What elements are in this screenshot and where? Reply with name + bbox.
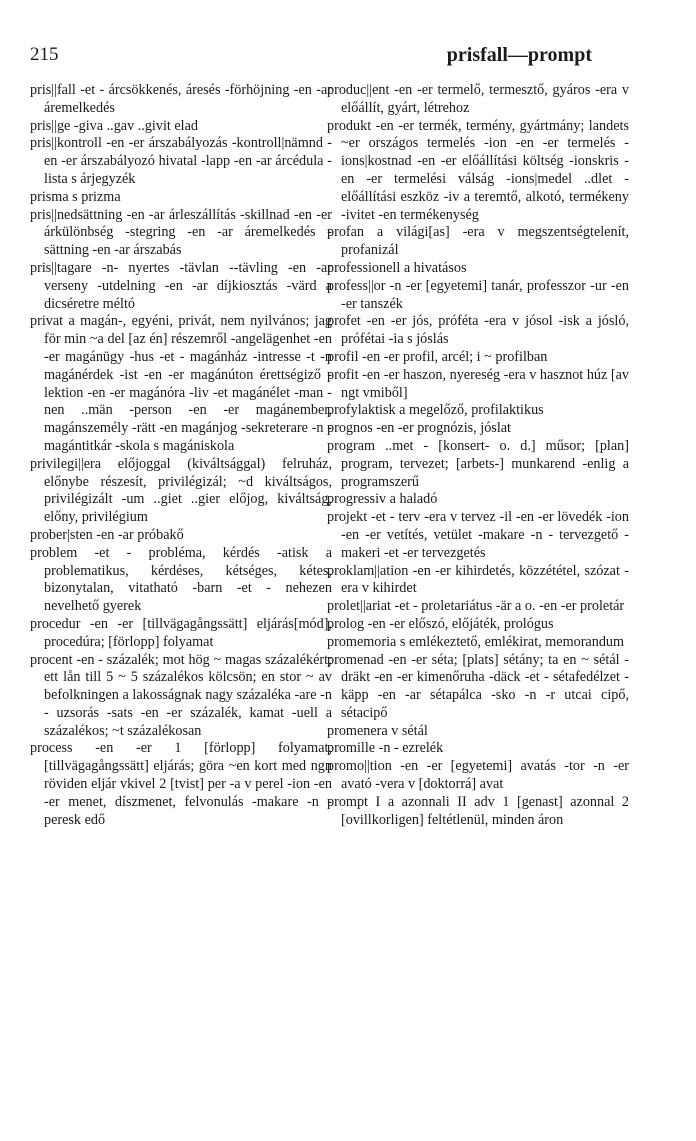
dictionary-entry: pris||tagare -n- nyertes -tävlan --tävling -en -ar verseny -utdelning -en -ar díjkiosztás -värd a dicséretre méltó [30,259,332,312]
dictionary-entry: prisma s prizma [30,188,121,205]
dictionary-entry: pris||nedsättning -en -ar árleszállítás -skillnad -en -er árkülönbség -stegring -en -ar áremelkedés -sättning -en -ar árszabás [30,206,332,259]
dictionary-entry: promenera v sétál [327,722,428,739]
dictionary-entry: pris||fall -et - árcsökkenés, áresés -förhöjning -en -ar áremelkedés [30,82,332,116]
dictionary-entry: profil -en -er profil, arcél; i ~ profilban [327,348,548,365]
dictionary-entry: prognos -en -er prognózis, jóslat [327,420,512,437]
dictionary-entry: privilegi||era előjoggal (kiváltsággal) felruház, előnybe részesít, privilégizál; ~d kiváltságos, privilégizált -um ..giet ..gier előjog, kiváltság, előny, privilégium [30,455,332,526]
dictionary-entry: procedur -en -er [tillvägagångssätt] eljárás[mód], procedúra; [förlopp] folyamat [30,615,332,650]
dictionary-entry: produkt -en -er termék, termény, gyártmány; landets ~er országos termelés -ion -en -er termelés -ions|kostnad -en -er előállítási költség -ionskris -en -er termelési válság -ions|medel ..dlet - előállítási eszköz -iv a teremtő, alkotó, termékeny -ivitet -en termékenység [327,117,629,223]
dictionary-entry: pris||ge -giva ..gav ..givit elad [30,117,199,134]
dictionary-entry: prober|sten -en -ar próbakő [30,526,184,543]
left-column [30,82,332,829]
dictionary-entry: program ..met - [konsert- o. d.] műsor; [plan] program, tervezet; [arbets-] munkarend -enlig a programszerű [327,437,629,490]
dictionary-entry: promille -n - ezrelék [327,740,444,757]
dictionary-entry: projekt -et - terv -era v tervez -il -en -er lövedék -ion -en -er vetítés, vetület -makare -n - tervezgető -makeri -et -er tervezgetés [327,509,629,561]
right-column [327,82,629,829]
dictionary-entry: professionell a hivatásos [327,259,467,276]
dictionary-entry: process -en -er 1 [förlopp] folyamat, [tillvägagångssätt] eljárás; göra ~en kort med ngn röviden eljár vkivel 2 [tvist] per -a v perel -ion -en -er menet, díszmenet, felvonulás -makare -n - peresk edő [30,740,332,828]
dictionary-entry: prolog -en -er előszó, előjáték, prológus [327,615,554,632]
dictionary-entry: prompt I a azonnali II adv 1 [genast] azonnal 2 [ovillkorligen] feltétlenül, minden áron [327,793,629,828]
running-head: prisfall—prompt [446,44,592,66]
dictionary-entry: promenad -en -er séta; [plats] sétány; ta en ~ sétál -dräkt -en -er kimenőruha -däck -et - sétafedélzet -käpp -en -ar sétapálca -sko -n -r utcai cipő, sétacipő [327,651,629,721]
dictionary-entry: profet -en -er jós, próféta -era v jósol -isk a jósló, prófétai -ia s jóslás [327,313,629,348]
dictionary-entry: produc||ent -en -er termelő, termesztő, gyáros -era v előállít, gyárt, létrehoz [327,82,629,116]
dictionary-entry: progressiv a haladó [327,491,438,508]
dictionary-entry: profess||or -n -er [egyetemi] tanár, professzor -ur -en -er tanszék [327,277,629,312]
dictionary-entry: proklam||ation -en -er kihirdetés, közzététel, szózat -era v kihirdet [327,562,629,597]
dictionary-entry: privat a magán-, egyéni, privát, nem nyilvános; jag för min ~a del [az én] részemről -angelägenhet -en -er magánügy -hus -et - magánház -intresse -t -n magánérdek -ist -en -er magánúton érettségiző -lektion -en -er magánóra -liv -et magánélet -man -nen ..män -person -en -er magánember, magánszemély -rätt -en magánjog -sekreterare -n - magántitkár -skola s magániskola [30,313,332,454]
dictionary-entry: problem -et - probléma, kérdés -atisk a problematikus, kérdéses, kétséges, kétes, bizonytalan, vitatható -barn -et - nehezen nevelhető gyerek [30,544,332,615]
dictionary-entry: promemoria s emlékeztető, emlékirat, memorandum [327,633,625,650]
dictionary-entry: profit -en -er haszon, nyereség -era v hasznot húz [av ngt vmiből] [327,366,629,401]
dictionary-entry: pris||kontroll -en -er árszabályozás -kontroll|nämnd -en -er árszabályozó hivatal -lapp -en -ar árcédula -lista s árjegyzék [30,135,332,187]
dictionary-entry: profan a világi[as] -era v megszentségtelenít, profanizál [327,224,629,259]
dictionary-entry: profylaktisk a megelőző, profilaktikus [327,402,544,419]
dictionary-entry: prolet||ariat -et - proletariátus -är a o. -en -er proletár [327,598,625,615]
dictionary-entry: promo||tion -en -er [egyetemi] avatás -tor -n -er avató -vera v [doktorrá] avat [327,758,629,793]
dictionary-entry: procent -en - százalék; mot hög ~ magas százalékért; ett lån till 5 ~ 5 százalékos kölcsön; en stor ~ av befolkningen a lakosságnak nagy százaléka -are -n - uzsorás -sats -en -er százalék, kamat -uell a százalékos; ~t százalékosan [30,651,332,739]
page-number: 215 [30,44,59,65]
